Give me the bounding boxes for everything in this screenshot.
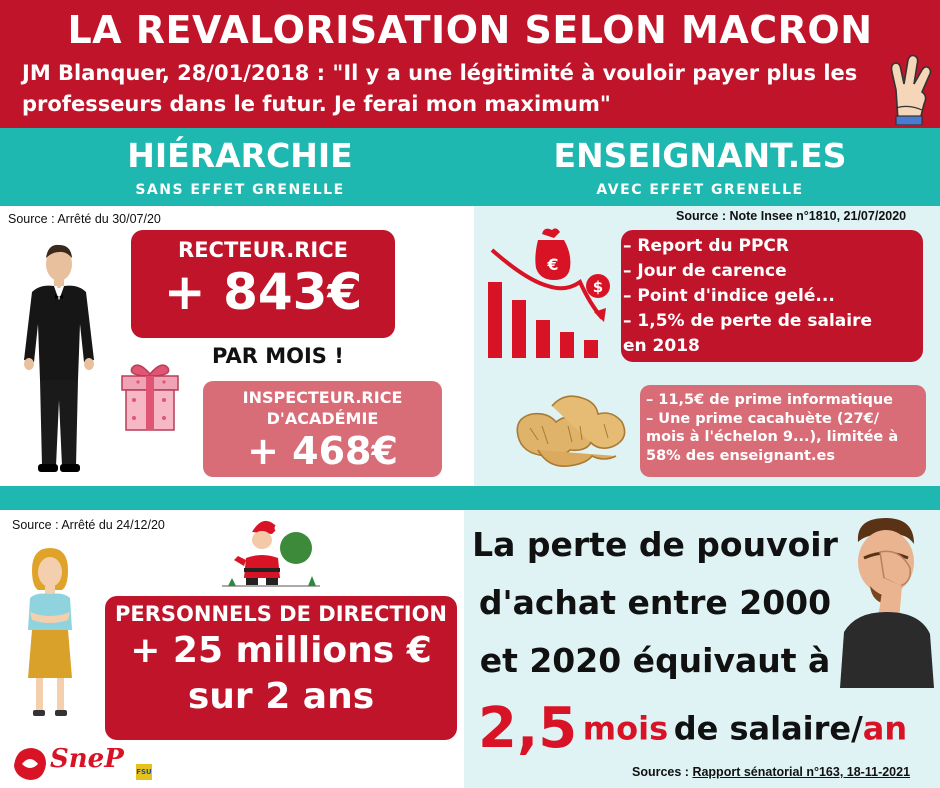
direction-card [105, 596, 457, 740]
page-title: LA REVALORISATION SELON MACRON [67, 8, 873, 52]
svg-text:€: € [547, 255, 559, 274]
loss-item: – Point d'indice gelé... [623, 286, 835, 306]
santa-claus-icon [216, 512, 326, 592]
loss-item: – Jour de carence [623, 261, 787, 281]
primes-card [640, 385, 926, 477]
par-mois-label: PAR MOIS ! [212, 344, 344, 368]
loss-source-prefix: Sources : [632, 765, 693, 779]
loss-item: en 2018 [623, 336, 700, 356]
snep-logo [10, 742, 160, 784]
inspecteur-label-line2: D'ACADÉMIE [266, 409, 379, 428]
loss-rest: de salaire/ [673, 709, 863, 748]
svg-text:$: $ [592, 278, 604, 296]
recteur-card [131, 230, 395, 338]
teachers-losses-card [621, 230, 923, 362]
snep-logo-text: SneP [50, 744, 124, 774]
right-column-subtitle: AVEC EFFET GRENELLE [596, 182, 804, 198]
man-in-suit-icon [14, 240, 104, 476]
direction-label: PERSONNELS DE DIRECTION [114, 602, 448, 626]
loss-source [632, 765, 910, 779]
prime-item: mois à l'échelon 9...), limitée à [646, 429, 899, 445]
loss-unit: mois [582, 709, 669, 748]
peanuts-icon [508, 388, 632, 474]
prime-item: – Une prime cacahuète (27€/ [646, 410, 880, 427]
loss-item: – 1,5% de perte de salaire [623, 311, 873, 331]
direction-duration: sur 2 ans [187, 676, 375, 717]
loss-value: 2,5 [478, 696, 578, 761]
header-quote: JM Blanquer, 28/01/2018 : "Il y a une légitimité à vouloir payer plus les professeurs dans le futur. Je ferai mon maximum" [22, 61, 858, 116]
prime-item: – 11,5€ de prime informatique [646, 392, 894, 408]
inspecteur-amount: + 468€ [247, 429, 398, 473]
left-column-title: HIÉRARCHIE [127, 136, 353, 175]
hierarchy-source: Source : Arrêté du 30/07/20 [8, 212, 161, 226]
loss-per: an [862, 709, 908, 748]
left-column-subtitle: SANS EFFET GRENELLE [135, 182, 345, 198]
crossed-fingers-icon [884, 50, 934, 125]
loss-source-link[interactable]: Rapport sénatorial n°163, 18-11-2021 [692, 765, 911, 779]
facepalm-man-icon [836, 512, 936, 688]
prime-item: 58% des enseignant.es [646, 447, 835, 464]
loss-line-1: La perte de pouvoir [472, 525, 838, 564]
divider-band [0, 486, 940, 510]
fsu-logo-text: FSU [136, 764, 152, 780]
loss-result-line [478, 696, 938, 761]
declining-salary-chart-icon [482, 226, 616, 360]
gift-box-icon [118, 360, 182, 432]
right-column-title: ENSEIGNANT.ES [553, 136, 847, 175]
loss-line-3: et 2020 équivaut à [479, 641, 831, 680]
woman-icon [22, 546, 78, 722]
snep-logo-mark-icon [10, 742, 50, 784]
loss-item: – Report du PPCR [623, 236, 789, 256]
direction-source: Source : Arrêté du 24/12/20 [12, 518, 165, 532]
inspecteur-label-line1: INSPECTEUR.RICE [242, 388, 403, 407]
recteur-label: RECTEUR.RICE [178, 238, 348, 262]
teachers-source: Source : Note Insee n°1810, 21/07/2020 [676, 209, 907, 223]
recteur-amount: + 843€ [163, 263, 363, 321]
direction-amount: + 25 millions € [130, 630, 432, 671]
inspecteur-card [203, 381, 442, 477]
loss-line-2: d'achat entre 2000 [478, 583, 832, 622]
